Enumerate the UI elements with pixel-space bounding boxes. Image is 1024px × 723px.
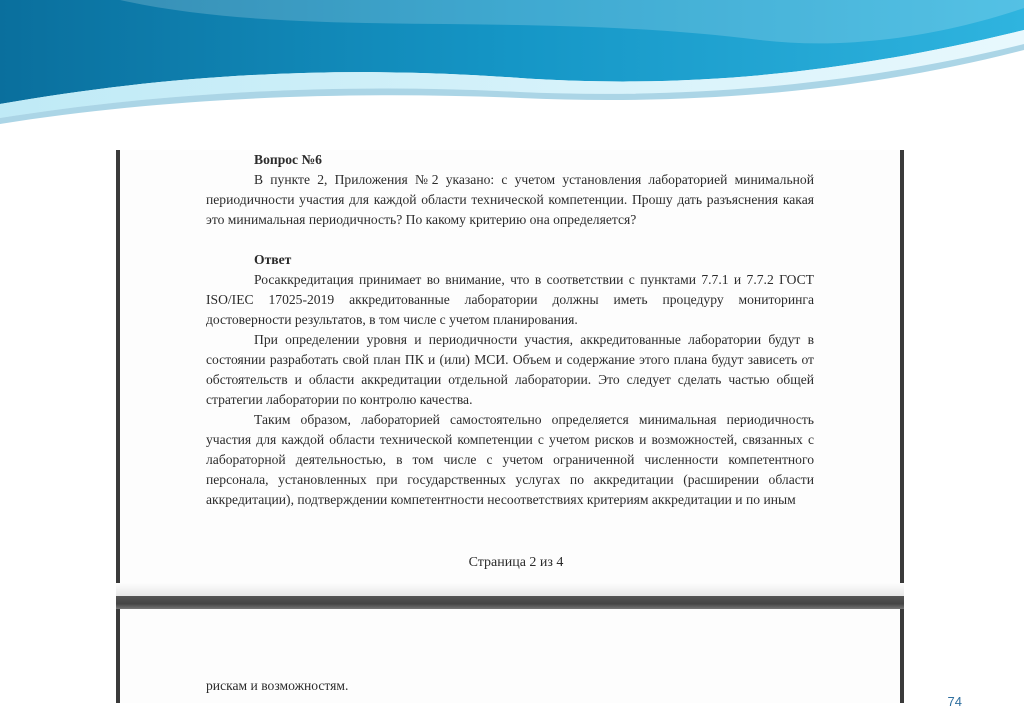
answer-title: Ответ [254, 252, 292, 267]
question-text: В пункте 2, Приложения №2 указано: с учетом установления лабораторией минимальной периодичности участия для каждой области технической компетенции. Прошу дать разъяснения какая это минимальная периодичность? По какому критерию она определяется? [206, 172, 814, 227]
page-footer [0, 555, 1024, 571]
header-wave-decoration [0, 0, 1024, 140]
answer-paragraph-3: Таким образом, лабораторией самостоятельно определяется минимальная периодичность участия для каждой области технической компетенции с учетом рисков и возможностей, связанных с лабораторной деятельностью, в том числе с учетом ограниченной численности компетентного персонала, установленных при государственных услугах по аккредитации (расширении области аккредитации), подтверждении компетентности несоответствиях критериям аккредитации и по иным [206, 412, 814, 507]
continuation-text: рискам и возможностям. [206, 678, 349, 693]
document-text [206, 150, 814, 510]
page-separator [116, 596, 904, 609]
page-footer-text: Страница 2 из 4 [468, 555, 564, 570]
question-title: Вопрос №6 [254, 152, 322, 167]
answer-paragraph-2: При определении уровня и периодичности участия, аккредитованные лаборатории будут в состоянии разработать свой план ПК и (или) МСИ. Объем и содержание этого плана будут зависеть от обстоятельств и области аккредитации отдельной лаборатории. Это следует сделать частью общей стратегии лаборатории по контролю качества. [206, 332, 814, 407]
answer-paragraph-1: Росаккредитация принимает во внимание, что в соответствии с пунктами 7.7.1 и 7.7.2 ГОСТ ISO/IEC 17025-2019 аккредитованные лаборатории должны иметь процедуру мониторинга достоверности результатов, в том числе с учетом планирования. [206, 272, 814, 327]
page-bottom-shadow [116, 583, 904, 596]
slide-number: 74 [947, 694, 962, 709]
